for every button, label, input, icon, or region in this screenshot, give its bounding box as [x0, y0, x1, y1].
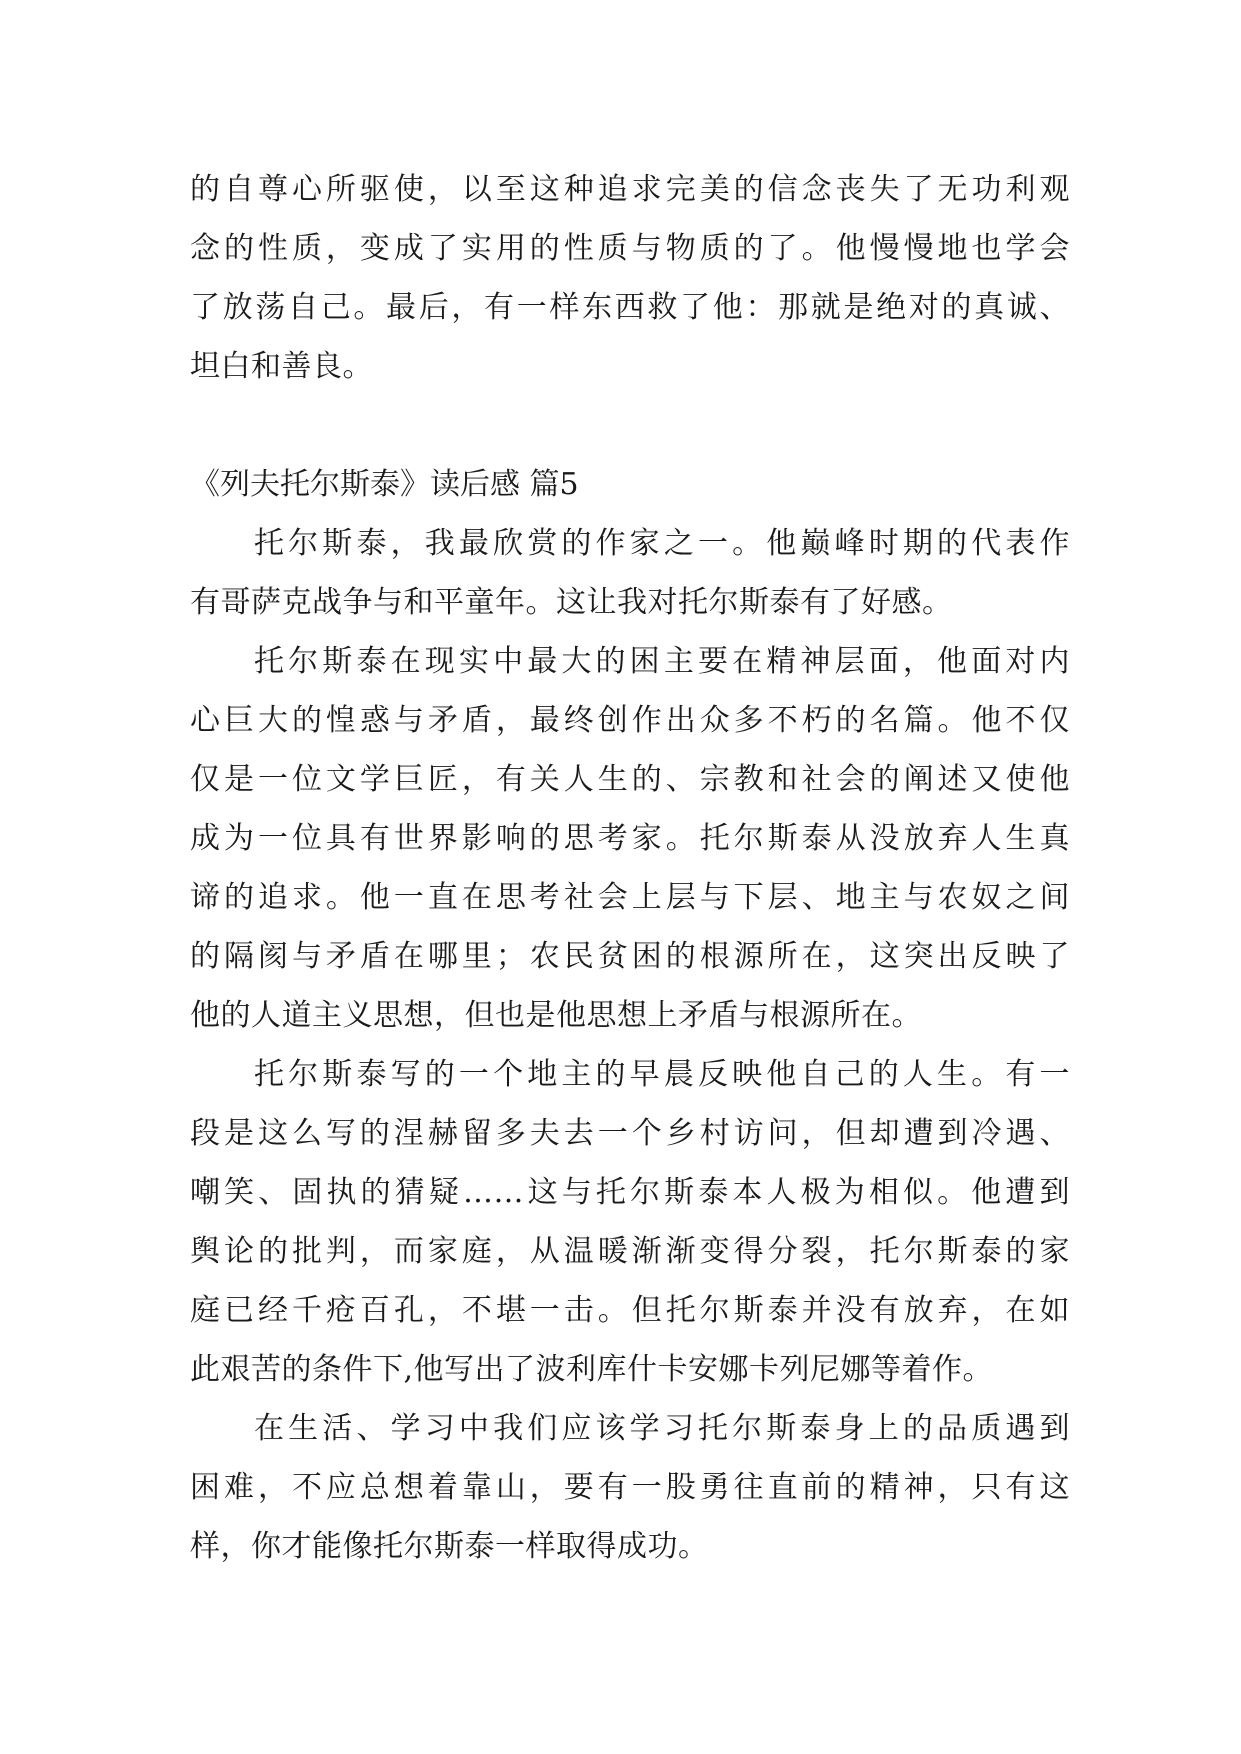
text-line: 托尔斯泰，我最欣赏的作家之一。他巅峰时期的代表作: [254, 526, 1070, 561]
text-line: 成为一位具有世界影响的思考家。托尔斯泰从没放弃人生真: [190, 821, 1070, 856]
text-line: 有哥萨克战争与和平童年。这让我对托尔斯泰有了好感。: [190, 585, 953, 620]
text-line: 困难，不应总想着靠山，要有一股勇往直前的精神，只有这: [190, 1470, 1070, 1505]
paragraph-continuation: [190, 160, 1070, 396]
text-line: 他的人道主义思想，但也是他思想上矛盾与根源所在。: [190, 998, 922, 1033]
paragraph: [190, 632, 1070, 1045]
text-line: 心巨大的惶惑与矛盾，最终创作出众多不朽的名篇。他不仅: [190, 703, 1070, 738]
paragraph: [190, 1045, 1070, 1399]
paragraph: [190, 1399, 1070, 1576]
text-line: 段是这么写的涅赫留多夫去一个乡村访问，但却遭到冷遇、: [190, 1116, 1070, 1151]
text-line: 在生活、学习中我们应该学习托尔斯泰身上的品质遇到: [254, 1411, 1070, 1446]
text-line: 的隔阂与矛盾在哪里；农民贫困的根源所在，这突出反映了: [190, 939, 1070, 974]
text-line: 坦白和善良。: [190, 349, 373, 384]
text-line: 念的性质，变成了实用的性质与物质的了。他慢慢地也学会: [190, 231, 1070, 266]
section-gap: [190, 396, 1070, 455]
document-body: [190, 160, 1070, 1576]
text-line: 此艰苦的条件下,他写出了波利库什卡安娜卡列尼娜等着作。: [190, 1352, 994, 1387]
text-line: 了放荡自己。最后，有一样东西救了他：那就是绝对的真诚、: [190, 290, 1070, 325]
text-line: 托尔斯泰在现实中最大的困主要在精神层面，他面对内: [254, 644, 1070, 679]
text-line: 庭已经千疮百孔，不堪一击。但托尔斯泰并没有放弃，在如: [190, 1293, 1070, 1328]
text-line: 样，你才能像托尔斯泰一样取得成功。: [190, 1529, 709, 1564]
text-line: 谛的追求。他一直在思考社会上层与下层、地主与农奴之间: [190, 880, 1070, 915]
text-line: 嘲笑、固执的猜疑……这与托尔斯泰本人极为相似。他遭到: [190, 1175, 1070, 1210]
text-line: 的自尊心所驱使，以至这种追求完美的信念丧失了无功利观: [190, 172, 1070, 207]
section-title: 《列夫托尔斯泰》读后感 篇5: [190, 467, 579, 502]
text-line: 托尔斯泰写的一个地主的早晨反映他自己的人生。有一: [254, 1057, 1070, 1092]
paragraph: [190, 514, 1070, 632]
text-line: 仅是一位文学巨匠，有关人生的、宗教和社会的阐述又使他: [190, 762, 1070, 797]
text-line: 舆论的批判，而家庭，从温暖渐渐变得分裂，托尔斯泰的家: [190, 1234, 1070, 1269]
